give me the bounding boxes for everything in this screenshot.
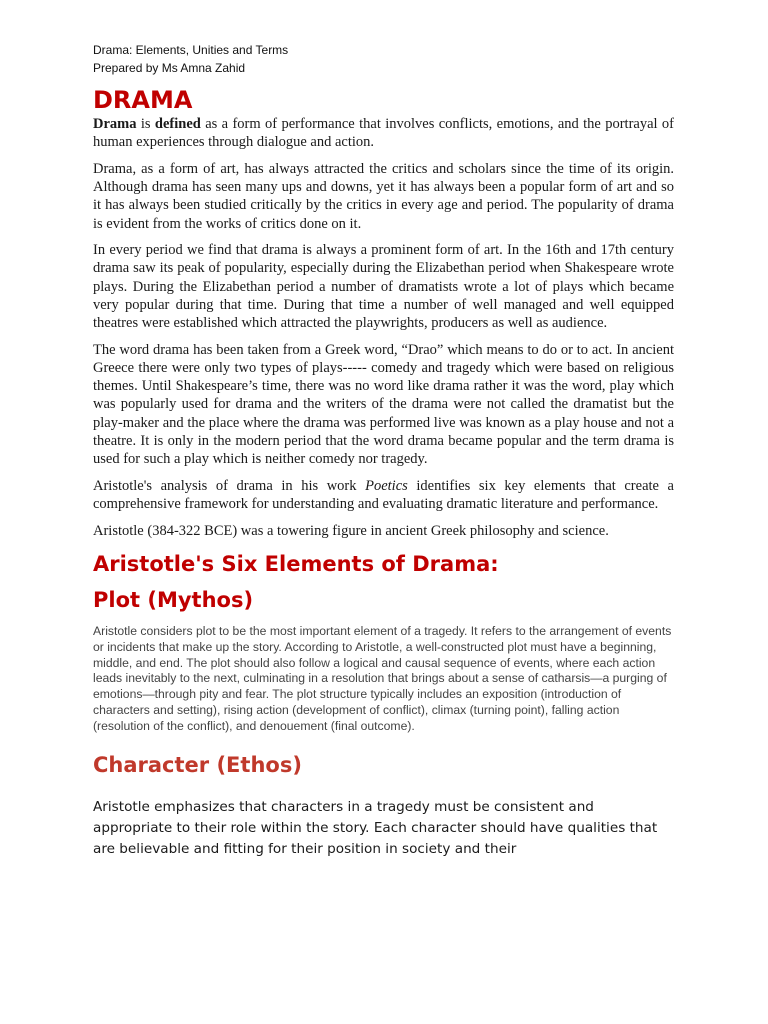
intro-term: Drama bbox=[93, 116, 137, 132]
paragraph-aristotle: Aristotle (384-322 BCE) was a towering figure in ancient Greek philosophy and science. bbox=[93, 522, 609, 539]
intro-is: is bbox=[136, 116, 155, 132]
intro-defined: defined bbox=[154, 116, 201, 132]
character-paragraph: Aristotle emphasizes that characters in a tragedy must be consistent and appropriate to their role within the story. Each character should have qualities that are believable and fitting for their position in society and their bbox=[93, 799, 658, 858]
header-title: Drama: Elements, Unities and Terms bbox=[93, 43, 289, 57]
paragraph-poetics bbox=[93, 477, 674, 513]
intro-paragraph bbox=[93, 115, 674, 151]
plot-heading: Plot (Mythos) bbox=[93, 587, 254, 612]
character-heading: Character (Ethos) bbox=[93, 753, 302, 778]
header-author: Prepared by Ms Amna Zahid bbox=[93, 60, 246, 75]
poetics-before: Aristotle's analysis of drama in his work bbox=[93, 477, 366, 494]
poetics-after: identifies six key elements that create a comprehensive framework for understanding and evaluating dramatic literature and performance. bbox=[93, 477, 674, 512]
paragraph-origin: Drama, as a form of art, has always attracted the critics and scholars since the time of its origin. Although drama has seen many ups and downs, yet it has always been a popular form of art and so it has always been studied critically by the critics in every age and period. The popularity of drama is evident from the works of critics done on it. bbox=[93, 160, 674, 232]
paragraph-elizabethan: In every period we find that drama is always a prominent form of art. In the 16th and 17th century drama saw its peak of popularity, especially during the Elizabethan period when Shakespeare wrote plays. During the Elizabethan period a number of dramatists wrote a lot of plays which became very popular during that time. During that time a number of well managed and well equipped theatres were established which attracted the playwrights, producers as well as audience. bbox=[93, 242, 674, 332]
page-title: DRAMA bbox=[93, 86, 193, 114]
poetics-work: Poetics bbox=[365, 477, 408, 494]
paragraph-etymology: The word drama has been taken from a Greek word, “Drao” which means to do or to act. In ancient Greece there were only two types of plays----- comedy and tragedy which were based on religious themes. Until Shakespeare’s time, there was no word like drama rather it was the word, play which was popularly used for drama and the writers of the drama were not called the dramatist but the play-maker and the place where the drama was performed live was known as a play house and not a theatre. It is only in the modern period that the word drama became popular and the term drama is used for such a play which is neither comedy nor tragedy. bbox=[93, 341, 674, 467]
document-content bbox=[93, 42, 674, 860]
intro-rest: as a form of performance that involves conflicts, emotions, and the portrayal of human experiences through dialogue and action. bbox=[93, 116, 675, 151]
plot-paragraph: Aristotle considers plot to be the most important element of a tragedy. It refers to the arrangement of events or incidents that make up the story. According to Aristotle, a well-constructed plot must have a beginning, middle, and end. The plot should also follow a logical and causal sequence of events, where each action leads inevitably to the next, culminating in a resolution that brings about a sense of catharsis—a purging of emotions—through pity and fear. The plot structure typically includes an exposition (introduction of characters and setting), rising action (development of conflict), climax (turning point), falling action (resolution of the conflict), and denouement (final outcome). bbox=[93, 623, 672, 734]
six-elements-heading: Aristotle's Six Elements of Drama: bbox=[93, 551, 499, 576]
